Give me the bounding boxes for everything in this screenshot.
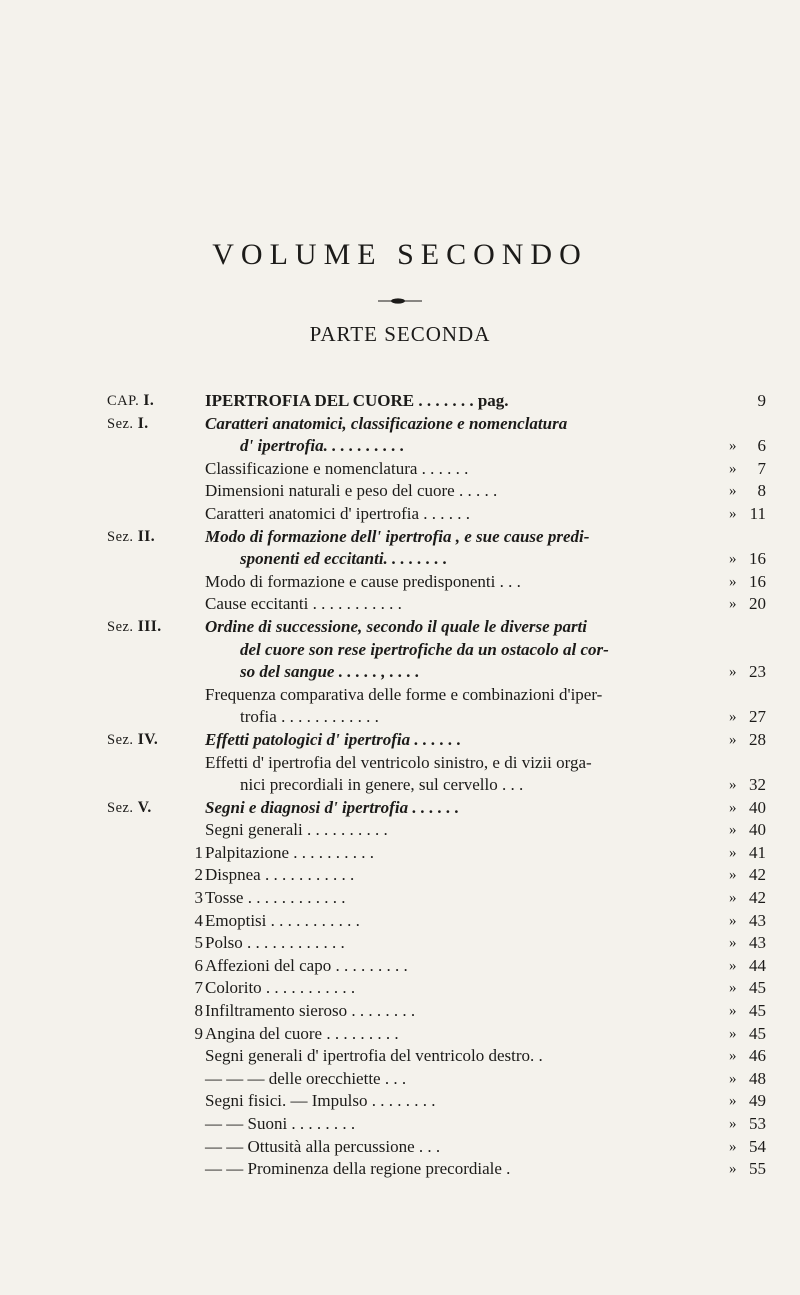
part-title: PARTE SECONDA: [309, 322, 491, 346]
entry-title: Dimensioni naturali e peso del cuore . . . . .: [205, 481, 498, 501]
ditto-mark: »: [729, 1093, 737, 1110]
ditto-mark: »: [729, 1116, 737, 1132]
toc-row: [0, 977, 800, 1000]
toc-row: [0, 1090, 800, 1113]
entry-title: — — — delle orecchiette . . .: [205, 1068, 407, 1088]
page-number: 42: [749, 888, 766, 908]
toc-row: [0, 639, 800, 662]
table-of-contents: [0, 390, 800, 1181]
ornament-divider-icon: [378, 297, 422, 305]
ditto-mark: »: [729, 596, 737, 613]
toc-row: [0, 729, 800, 752]
ditto-mark: »: [729, 483, 737, 500]
entry-title: Caratteri anatomici d' ipertrofia . . . . . .: [205, 503, 471, 523]
toc-row: [0, 842, 800, 865]
toc-row: [0, 864, 800, 887]
ditto-mark: »: [729, 1048, 737, 1065]
entry-number: 3: [194, 888, 203, 908]
ditto-mark: »: [729, 1003, 737, 1020]
page-number: 46: [749, 1046, 766, 1066]
ditto-mark: »: [729, 460, 737, 477]
section-label-number: V.: [137, 798, 152, 816]
toc-row: [0, 819, 800, 842]
toc-row: [0, 752, 800, 775]
entry-title: — — Prominenza della regione precordiale .: [205, 1159, 511, 1179]
section-label-kind: Sez.: [107, 731, 134, 748]
toc-row: [0, 1136, 800, 1159]
section-label-number: III.: [137, 617, 162, 635]
toc-row: [0, 932, 800, 955]
entry-number: 5: [194, 933, 203, 953]
page-number: 45: [749, 1001, 766, 1021]
entry-title: d' ipertrofia. . . . . . . . . .: [240, 436, 405, 456]
toc-row: [0, 593, 800, 616]
entry-title: IPERTROFIA DEL CUORE . . . . . . . pag.: [205, 391, 509, 410]
page-number: 9: [757, 391, 766, 410]
entry-title: Dispnea . . . . . . . . . . .: [205, 865, 355, 885]
entry-title: Caratteri anatomici, classificazione e nomenclatura: [205, 413, 568, 433]
section-label: [107, 526, 155, 549]
page-number: 43: [749, 910, 766, 930]
section-label: [107, 797, 152, 820]
ditto-mark: »: [729, 777, 737, 794]
page-number: 40: [749, 797, 766, 817]
toc-row: [0, 458, 800, 481]
page-number: 20: [749, 594, 766, 614]
entry-title: Polso . . . . . . . . . . . .: [205, 933, 345, 953]
ditto-mark: »: [729, 551, 737, 568]
ditto-mark: »: [729, 1070, 737, 1087]
entry-title: Palpitazione . . . . . . . . . .: [205, 842, 375, 862]
section-label: [107, 729, 158, 752]
page-number: 23: [749, 662, 766, 682]
toc-row: [0, 910, 800, 933]
entry-title: — — Suoni . . . . . . . .: [205, 1114, 356, 1133]
entry-title: Effetti d' ipertrofia del ventricolo sinistro, e di vizii orga-: [205, 752, 592, 772]
page-number: 16: [749, 549, 766, 569]
page-number: 49: [749, 1091, 766, 1111]
entry-title: Angina del cuore . . . . . . . . .: [205, 1023, 399, 1043]
toc-row: [0, 1000, 800, 1023]
ditto-mark: »: [729, 573, 737, 590]
page-number: 27: [749, 707, 766, 727]
entry-number: 2: [194, 865, 203, 885]
section-label-number: II.: [137, 527, 156, 545]
section-label-kind: Sez.: [107, 415, 134, 432]
entry-title: trofia . . . . . . . . . . . .: [240, 707, 379, 727]
section-label: [107, 413, 149, 436]
page-number: 42: [749, 865, 766, 885]
entry-title: Segni fisici. — Impulso . . . . . . . .: [205, 1091, 436, 1111]
toc-row: [0, 526, 800, 549]
page-number: 8: [757, 481, 766, 501]
entry-title: Segni generali d' ipertrofia del ventricolo destro. .: [205, 1046, 543, 1066]
ditto-mark: »: [729, 1161, 737, 1178]
page-number: 32: [749, 775, 766, 795]
entry-title: Emoptisi . . . . . . . . . . .: [205, 910, 360, 930]
toc-row: [0, 955, 800, 978]
ditto-mark: »: [729, 1025, 737, 1042]
entry-number: 9: [194, 1023, 203, 1043]
ditto-mark: »: [729, 505, 737, 522]
entry-title: Classificazione e nomenclatura . . . . . .: [205, 458, 469, 478]
page-number: 16: [749, 571, 766, 591]
section-label: [107, 390, 154, 413]
ditto-mark: »: [729, 935, 737, 952]
ditto-mark: »: [729, 890, 737, 907]
entry-title: so del sangue . . . . . , . . . .: [240, 662, 420, 682]
toc-row: [0, 684, 800, 707]
entry-number: 8: [194, 1001, 203, 1021]
toc-row: [0, 1045, 800, 1068]
ditto-mark: »: [729, 844, 737, 861]
toc-row: [0, 1023, 800, 1046]
ditto-mark: »: [729, 438, 737, 455]
entry-title: Tosse . . . . . . . . . . . .: [205, 888, 346, 908]
ditto-mark: »: [729, 799, 737, 816]
page-number: 48: [749, 1068, 766, 1088]
entry-number: 4: [194, 910, 203, 930]
section-label-number: IV.: [137, 730, 159, 748]
toc-row: [0, 774, 800, 797]
entry-title: Modo di formazione e cause predisponenti . . .: [205, 571, 521, 591]
page-number: 7: [757, 458, 766, 478]
section-label-number: I.: [143, 392, 155, 409]
ditto-mark: »: [729, 912, 737, 929]
toc-row: [0, 390, 800, 413]
entry-number: 1: [194, 842, 203, 862]
entry-number: 6: [194, 955, 203, 975]
ditto-mark: »: [729, 822, 737, 839]
toc-row: [0, 797, 800, 820]
entry-title: Segni e diagnosi d' ipertrofia . . . . . .: [205, 797, 460, 817]
entry-title: nici precordiali in genere, sul cervello . . .: [240, 775, 524, 795]
entry-title: Segni generali . . . . . . . . . .: [205, 820, 388, 840]
page-number: 43: [749, 933, 766, 953]
section-label-number: I.: [137, 414, 149, 432]
page-number: 45: [749, 978, 766, 998]
toc-row: [0, 413, 800, 436]
toc-row: [0, 1068, 800, 1091]
page-number: 40: [749, 820, 766, 840]
entry-number: 7: [194, 978, 203, 998]
section-label-kind: CAP.: [107, 393, 140, 409]
toc-row: [0, 571, 800, 594]
ditto-mark: »: [729, 957, 737, 974]
ditto-mark: »: [729, 1138, 737, 1155]
toc-row: [0, 887, 800, 910]
toc-row: [0, 548, 800, 571]
entry-title: — — Ottusità alla percussione . . .: [205, 1136, 441, 1156]
entry-title: Affezioni del capo . . . . . . . . .: [205, 955, 408, 975]
page-number: 54: [749, 1136, 766, 1156]
entry-title: del cuore son rese ipertrofiche da un ostacolo al cor-: [240, 639, 609, 659]
entry-title: Cause eccitanti . . . . . . . . . . .: [205, 594, 402, 614]
page-number: 28: [749, 729, 766, 749]
entry-title: Effetti patologici d' ipertrofia . . . . . .: [205, 729, 462, 749]
entry-title: Infiltramento sieroso . . . . . . . .: [205, 1001, 416, 1021]
entry-title: sponenti ed eccitanti. . . . . . . .: [240, 549, 448, 569]
entry-title: Frequenza comparativa delle forme e combinazioni d'iper-: [205, 684, 603, 704]
toc-row: [0, 435, 800, 458]
toc-row: [0, 1113, 800, 1136]
page-number: 55: [749, 1159, 766, 1179]
page-number: 6: [757, 436, 766, 456]
ditto-mark: »: [729, 980, 737, 997]
toc-row: [0, 1158, 800, 1181]
toc-row: [0, 480, 800, 503]
entry-title: Modo di formazione dell' ipertrofia , e sue cause predi-: [205, 526, 590, 546]
ditto-mark: »: [729, 867, 737, 884]
toc-row: [0, 616, 800, 639]
section-label-kind: Sez.: [107, 618, 134, 635]
toc-row: [0, 503, 800, 526]
ditto-mark: »: [729, 709, 737, 726]
toc-row: [0, 661, 800, 684]
section-label: [107, 616, 162, 639]
page-number: 53: [749, 1114, 766, 1133]
page-number: 44: [749, 955, 766, 975]
ditto-mark: »: [729, 664, 737, 681]
page-number: 45: [749, 1023, 766, 1043]
page-number: 11: [749, 503, 766, 523]
toc-row: [0, 706, 800, 729]
section-label-kind: Sez.: [107, 799, 134, 816]
volume-title: VOLUME SECONDO: [212, 238, 588, 271]
ditto-mark: »: [729, 731, 737, 748]
page-number: 41: [749, 842, 766, 862]
entry-title: Colorito . . . . . . . . . . .: [205, 978, 356, 998]
section-label-kind: Sez.: [107, 528, 134, 545]
entry-title: Ordine di successione, secondo il quale le diverse parti: [205, 616, 588, 636]
